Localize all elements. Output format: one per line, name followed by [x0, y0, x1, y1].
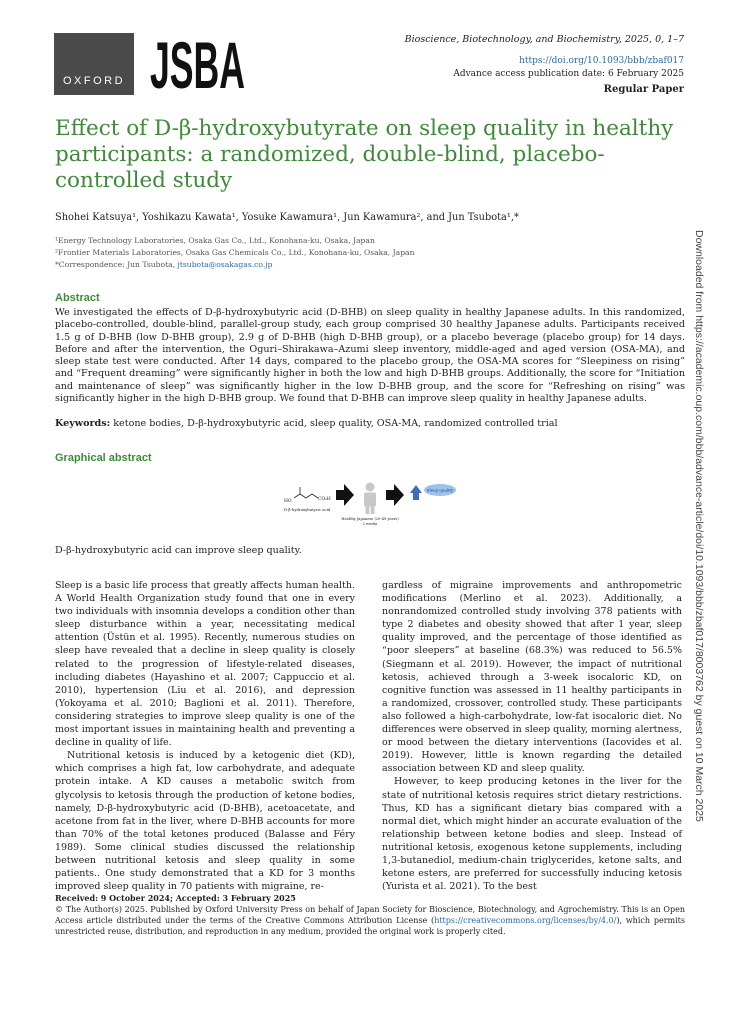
up-arrow-icon [410, 485, 422, 500]
body-column-left [55, 579, 355, 893]
correspondence-email-link[interactable]: jtsubota@osakagas.co.jp [177, 260, 273, 269]
access-date: Advance access publication date: 6 February 2025 [453, 69, 684, 79]
jsba-logo [150, 28, 245, 102]
paper-type: Regular Paper [603, 84, 684, 95]
person-icon [364, 483, 376, 515]
abstract-text: We investigated the effects of D-β-hydroxybutyric acid (D-BHB) on sleep quality in healthy Japanese adults. In this randomized, placebo-controlled, double-blind, parallel-group study, each group comprised 30 healthy Japanese adults. Participants received 1.5 g of D-BHB (low D-BHB group), 2.9 g of D-BHB (high D-BHB group), or a placebo beverage (placebo group) for 14 days. Before and after the intervention, the Oguri–Shirakawa–Azumi sleep inventory, middle-aged and aged version (OSA-MA), and sleep state test were conducted. After 14 days, compared to the placebo group, the OSA-MA scores for “Sleepiness on rising” and “Frequent dreaming” were significantly higher in both the low and high D-BHB groups. Additionally, the score for “Initiation and maintenance of sleep” was significantly higher in the low D-BHB group, and the score for “Refreshing on rising” was significantly higher in the high D-BHB group. We found that D-BHB can improve sleep quality in healthy Japanese adults. [55, 307, 685, 405]
hydroxyl-label: HO [284, 499, 292, 504]
keywords-list: ketone bodies, D-β-hydroxybutyric acid, sleep quality, OSA-MA, randomized controlled trial [110, 418, 558, 429]
license-notice [55, 904, 685, 937]
received-dates: Received: 9 October 2024; Accepted: 3 February 2025 [55, 893, 296, 903]
abstract-heading: Abstract [55, 292, 100, 304]
keywords [55, 418, 558, 429]
download-watermark [693, 230, 715, 822]
molecule-structure [284, 487, 331, 512]
correspondence [55, 260, 272, 269]
carboxyl-label: CO₂H [318, 497, 331, 502]
molecule-label: D-β-hydroxybutyric acid [284, 507, 331, 512]
license-link[interactable]: https://creativecommons.org/licenses/by/4.0/ [434, 916, 617, 925]
download-watermark-text: Downloaded from https://academic.oup.com/bbb/advance-article/doi/10.1093/bbb/zbaf017/8003762 by guest on 10 March 2025 [693, 230, 705, 822]
affiliation-2: ²Frontier Materials Laboratories, Osaka Gas Chemicals Co., Ltd., Konohana-ku, Osaka, Japan [55, 248, 415, 257]
body-column-right [382, 579, 682, 893]
arrow-1-icon [336, 484, 354, 506]
arrow-2-icon [386, 484, 404, 506]
body-paragraph: Nutritional ketosis is induced by a ketogenic diet (KD), which comprises a high fat, low carbohydrate, and adequate protein intake. A KD causes a metabolic switch from glycolysis to ketosis through the production of ketone bodies, namely, D-β-hydroxybutyric acid (D-BHB), acetoacetate, and acetone from fat in the liver, where D-BHB accounts for more than 70% of the total ketones produced (Balasse and Féry 1989). Some clinical studies discussed the relationship between nutritional ketosis and sleep quality in some patients.. One study demonstrated that a KD for 3 months improved sleep quality in 70 patients with migraine, re- [55, 750, 355, 893]
graphical-abstract-caption: D-β-hydroxybutyric acid can improve sleep quality. [55, 545, 302, 556]
license-text: © The Author(s) 2025. Published by Oxford University Press on behalf of Japan Society for Bioscience, Biotechnology, and Agrochemistry. This is an Open Access article distributed under the terms of the Creative Commons Attribution License ( [55, 905, 685, 925]
author-list: Shohei Katsuya¹, Yoshikazu Kawata¹, Yosuke Kawamura¹, Jun Kawamura², and Jun Tsubota¹,* [55, 212, 519, 223]
correspondence-label: *Correspondence: Jun Tsubota, [55, 260, 178, 269]
license-text-end: ), which permits unrestricted reuse, distribution, and reproduction in any medium, provided the original work is properly cited. [55, 916, 685, 936]
jsba-logo-text: JSBA [150, 28, 245, 102]
body-paragraph: However, to keep producing ketones in the liver for the state of nutritional ketosis requires strict dietary restrictions. Thus, KD has a significant dietary bias compared with a normal diet, which might hinder an accurate evaluation of the relationship between ketone bodies and sleep. Instead of nutritional ketosis, exogenous ketone supplements, including 1,3-butanediol, medium-chain triglycerides, ketone salts, and ketone esters, are preferred for successfully inducing ketosis (Yurista et al. 2021). To the best [382, 776, 682, 893]
body-paragraph: gardless of migraine improvements and anthropometric modifications (Merlino et al. 2023). Additionally, a nonrandomized controlled study involving 378 patients with type 2 diabetes and obesity showed that after 1 year, sleep quality improved, and the percentage of those identified as “poor sleepers” at baseline (68.3%) was reduced to 56.5% (Siegmann et al. 2019). However, the impact of nutritional ketosis, achieved through a 3-week isocaloric KD, on cognitive function was assessed in 11 healthy participants in a randomized, crossover, controlled study. These participants also followed a high-carbohydrate, low-fat isocaloric diet. No differences were observed in sleep quality, morning alertness, or mood between the dietary interventions (Iacovides et al. 2019). However, little is known regarding the detailed association between KD and sleep quality. [382, 580, 682, 775]
body-paragraph: Sleep is a basic life process that greatly affects human health. A World Health Organization study found that one in every two individuals with insomnia develops a condition other than sleep disturbance within a year, necessitating medical attention (Üstün et al. 1995). Recently, numerous studies on sleep have revealed that a decline in sleep quality is closely related to the progression of lifestyle-related diseases, including diabetes (Hayashino et al. 2007; Cappuccio et al. 2010), hypertension (Liu et al. 2016), and depression (Yokoyama et al. 2010; Baglioni et al. 2011). Therefore, considering strategies to improve sleep quality is one of the most important issues in maintaining health and preventing a decline in quality of life. [55, 580, 355, 749]
graphical-abstract-heading: Graphical abstract [55, 452, 152, 464]
article-title: Effect of D-β-hydroxybutyrate on sleep quality in healthy participants: a randomized, double-blind, placebo-controlled study [55, 116, 674, 193]
graphical-abstract-figure [280, 478, 470, 530]
doi-link[interactable]: https://doi.org/10.1093/bbb/zbaf017 [519, 56, 684, 66]
oxford-logo [54, 33, 134, 95]
participants-label: Healthy Japanese (20-49 years) [341, 517, 399, 521]
oxford-logo-text: OXFORD [62, 75, 126, 87]
sleep-quality-label: Sleep quality [426, 487, 454, 493]
journal-citation: Bioscience, Biotechnology, and Biochemistry, 2025, 0, 1–7 [404, 34, 684, 45]
affiliation-1: ¹Energy Technology Laboratories, Osaka Gas Co., Ltd., Konohana-ku, Osaka, Japan [55, 236, 375, 245]
keywords-label: Keywords: [55, 418, 111, 429]
footnotes [55, 893, 685, 937]
duration-label: 2 weeks [362, 522, 378, 526]
